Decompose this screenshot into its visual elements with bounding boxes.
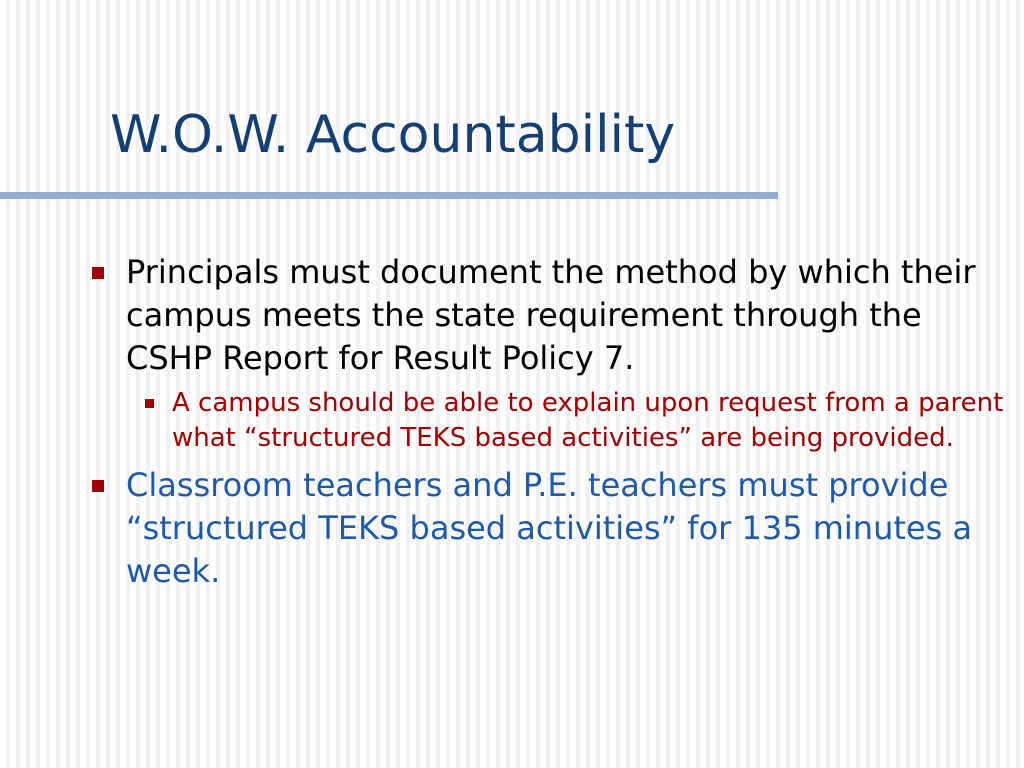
sub-bullet-item-1 xyxy=(172,386,1006,456)
bullet-item-2 xyxy=(86,464,1006,593)
slide-title: W.O.W. Accountability xyxy=(110,105,676,165)
slide-body xyxy=(86,251,1006,593)
bullet-item-1 xyxy=(86,251,1006,380)
sub-bullet-text-1: A campus should be able to explain upon request from a parent what “structured TEKS based activities” are being provided. xyxy=(172,388,1004,453)
bullet-text-2: Classroom teachers and P.E. teachers must provide “structured TEKS based activities” for 135 minutes a week. xyxy=(126,466,973,590)
square-bullet-icon xyxy=(92,267,104,279)
bullet-text-1: Principals must document the method by which their campus meets the state requirement through the CSHP Report for Result Policy 7. xyxy=(126,253,976,377)
square-bullet-icon xyxy=(145,399,154,408)
square-bullet-icon xyxy=(92,480,104,492)
title-underline-rule xyxy=(0,192,778,199)
